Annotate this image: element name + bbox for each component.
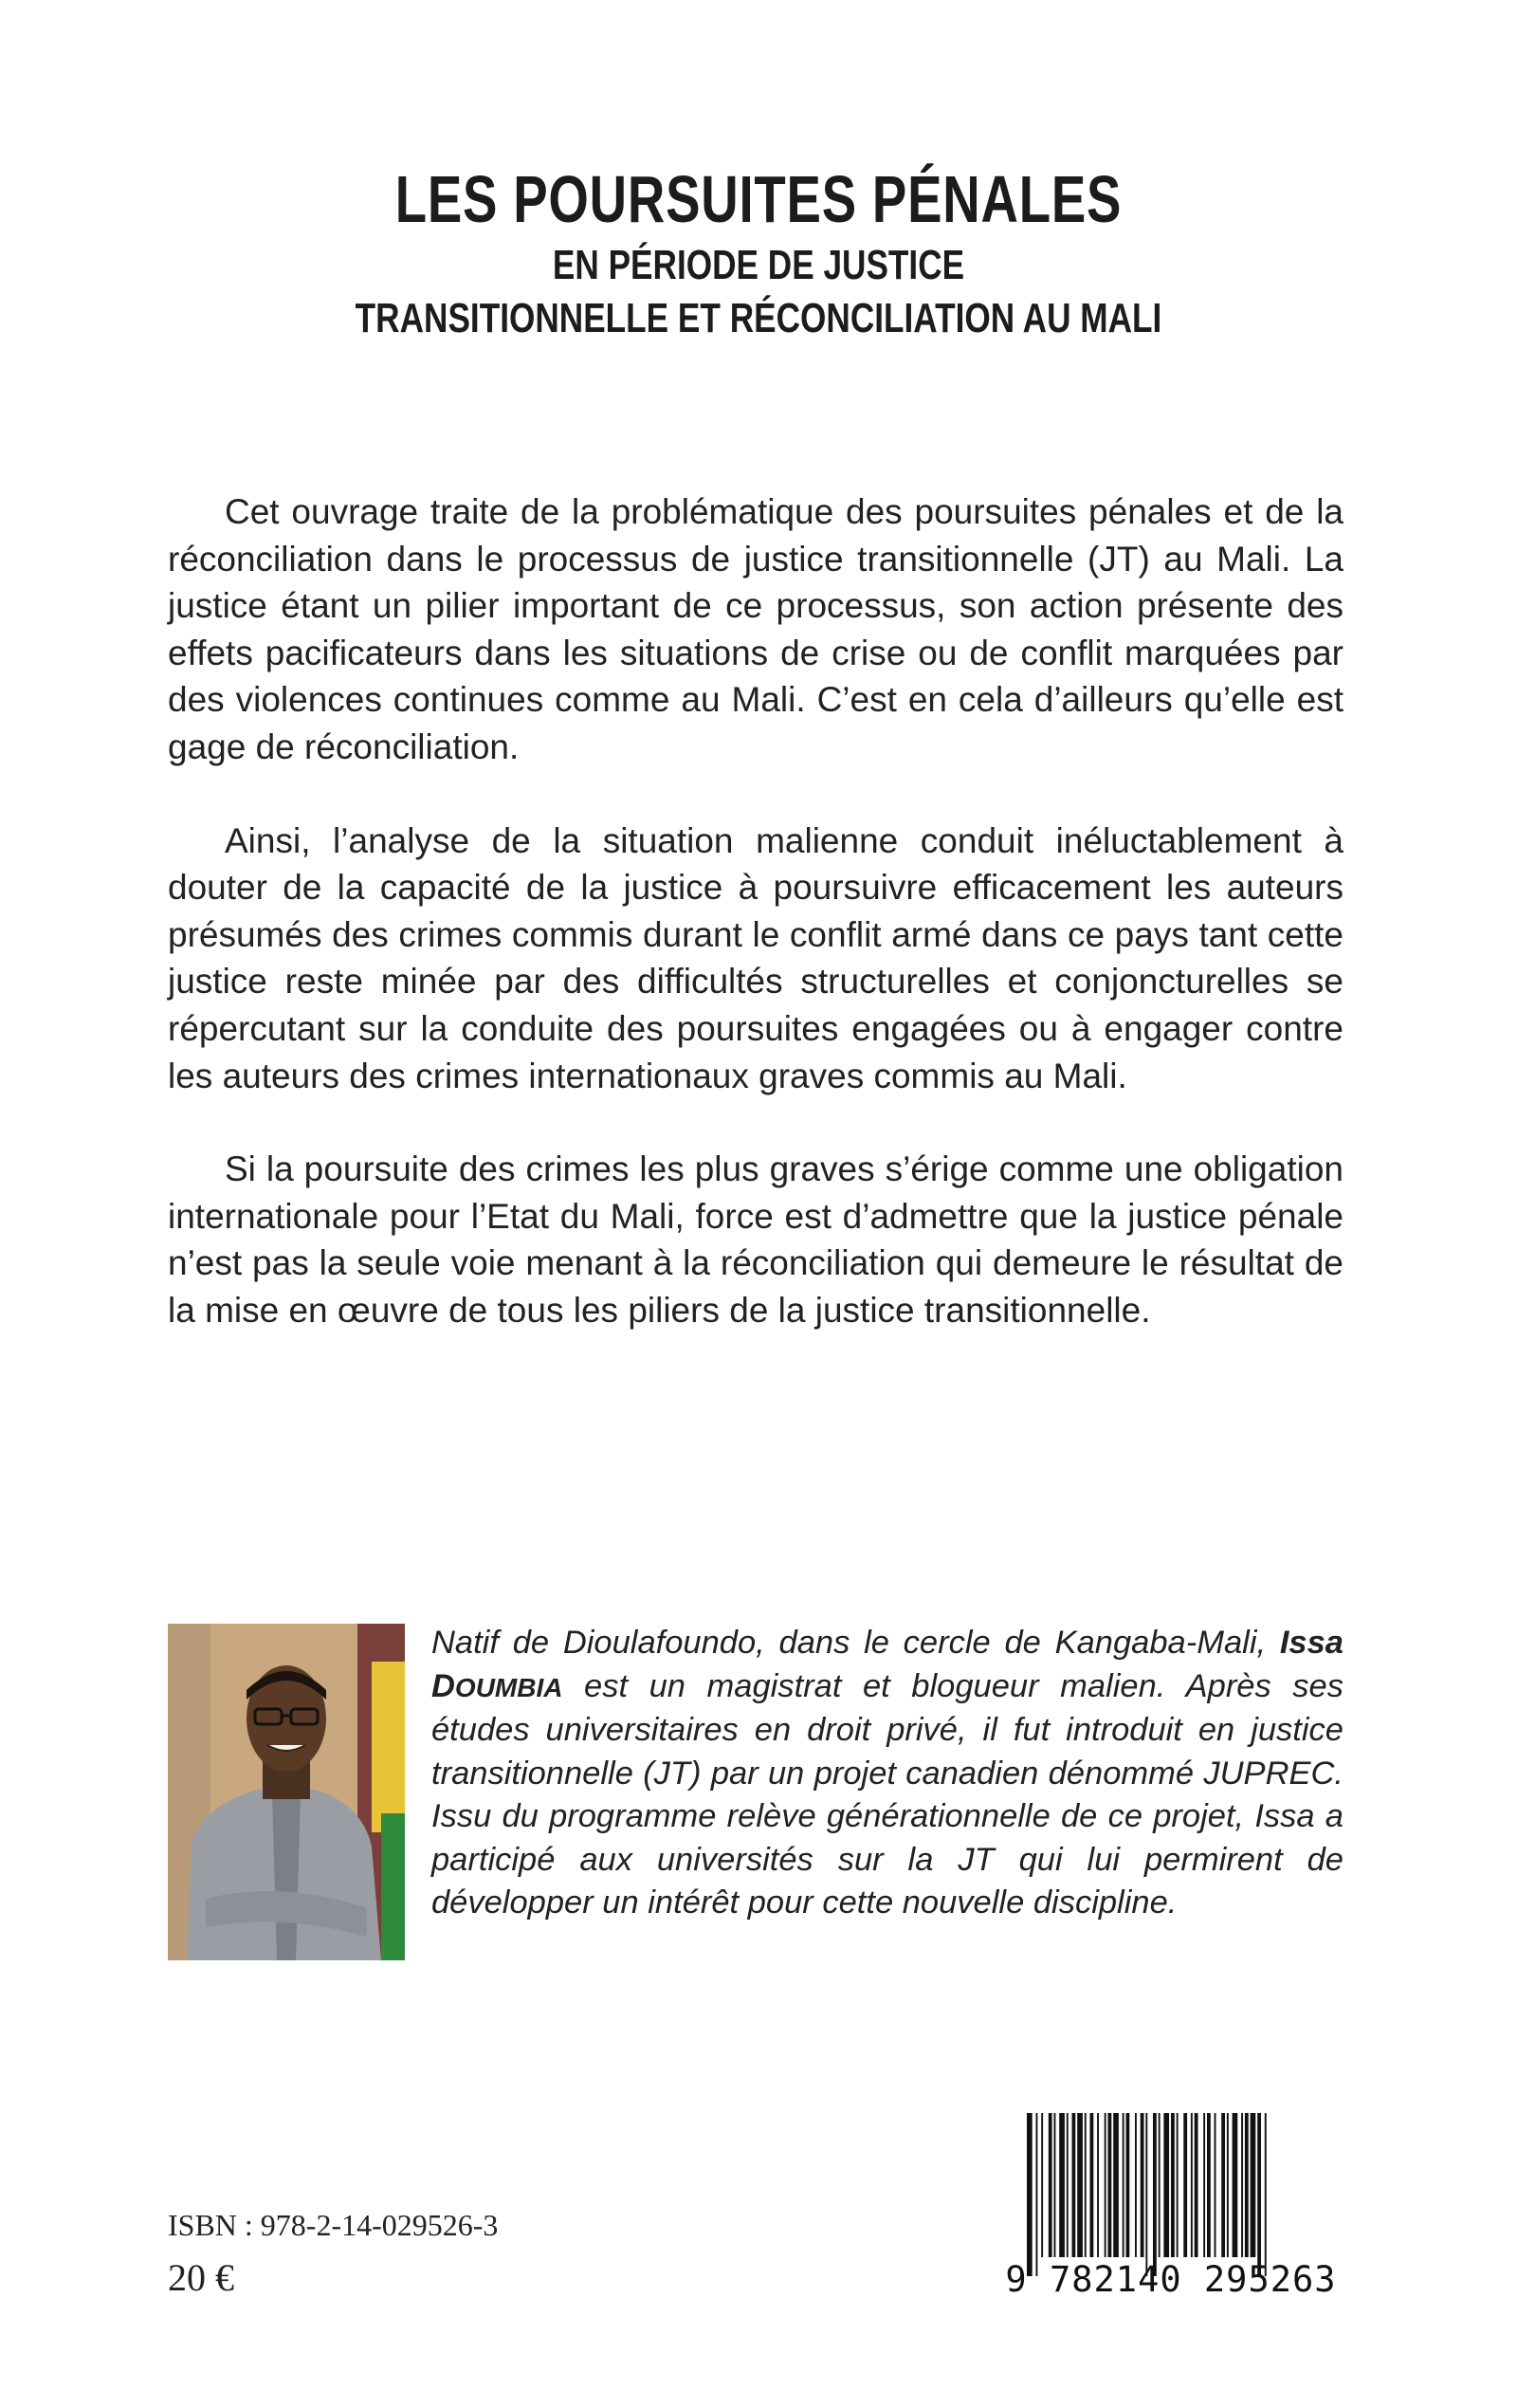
bio-text: est un magistrat et blogueur malien. Après ses études universitaires en droit privé, il fut introduit en justice transitionnelle (JT) par un projet canadien dénommé JUPREC. Issu du programme relève générationnelle de ce projet, Issa a participé aux universités sur la JT qui lui permirent de développer un intérêt pour cette nouvelle discipline. [431, 1667, 1343, 1921]
summary-paragraph-3: Si la poursuite des crimes les plus graves s’érige comme une obligation internationale pour l’Etat du Mali, force est d’admettre que la justice pénale n’est pas la seule voie menant à la réconciliation qui demeure le résultat de la mise en œuvre de tous les piliers de la justice transitionnelle. [168, 1149, 1343, 1330]
author-last-name-rest: OUMBIA [454, 1672, 563, 1702]
summary-paragraph-1: Cet ouvrage traite de la problématique des poursuites pénales et de la réconciliation dans le processus de justice transitionnelle (JT) au Mali. La justice étant un pilier important de ce processus, son action présente des effets pacificateurs dans les situations de crise ou de conflit marquées par des violences continues comme au Mali. C’est en cela d’ailleurs qu’elle est gage de réconciliation. [168, 492, 1343, 766]
summary-paragraph-2: Ainsi, l’analyse de la situation malienne conduit inéluctablement à douter de la capacité de la justice à poursuivre efficacement les auteurs présumés des crimes commis durant le conflit armé dans ce pays tant cette justice reste minée par des difficultés structurelles et conjoncturelles se répercutant sur la conduite des poursuites engagées ou à engager contre les auteurs des crimes internationaux graves commis au Mali. [168, 820, 1343, 1095]
back-cover-summary [168, 488, 1343, 1381]
price: 20 € [168, 2256, 234, 2299]
isbn: ISBN : 978-2-14-029526-3 [168, 2208, 499, 2242]
author-last-name-initial: D [431, 1667, 455, 1704]
title-block [0, 159, 1517, 345]
book-title: LES POURSUITES PÉNALES [394, 162, 1123, 236]
book-subtitle-line1: EN PÉRIODE DE JUSTICE [552, 242, 965, 288]
bio-intro: Natif de Dioulafoundo, dans le cercle de Kangaba-Mali, [431, 1625, 1267, 1661]
author-first-name: Issa [1279, 1625, 1343, 1661]
author-bio [431, 1622, 1343, 1925]
barcode-icon [1027, 2113, 1346, 2276]
book-subtitle-line2: TRANSITIONNELLE ET RÉCONCILIATION AU MALI [355, 295, 1162, 341]
author-photo [168, 1624, 405, 1960]
barcode-number: 9 782140 295263 [1005, 2259, 1337, 2300]
